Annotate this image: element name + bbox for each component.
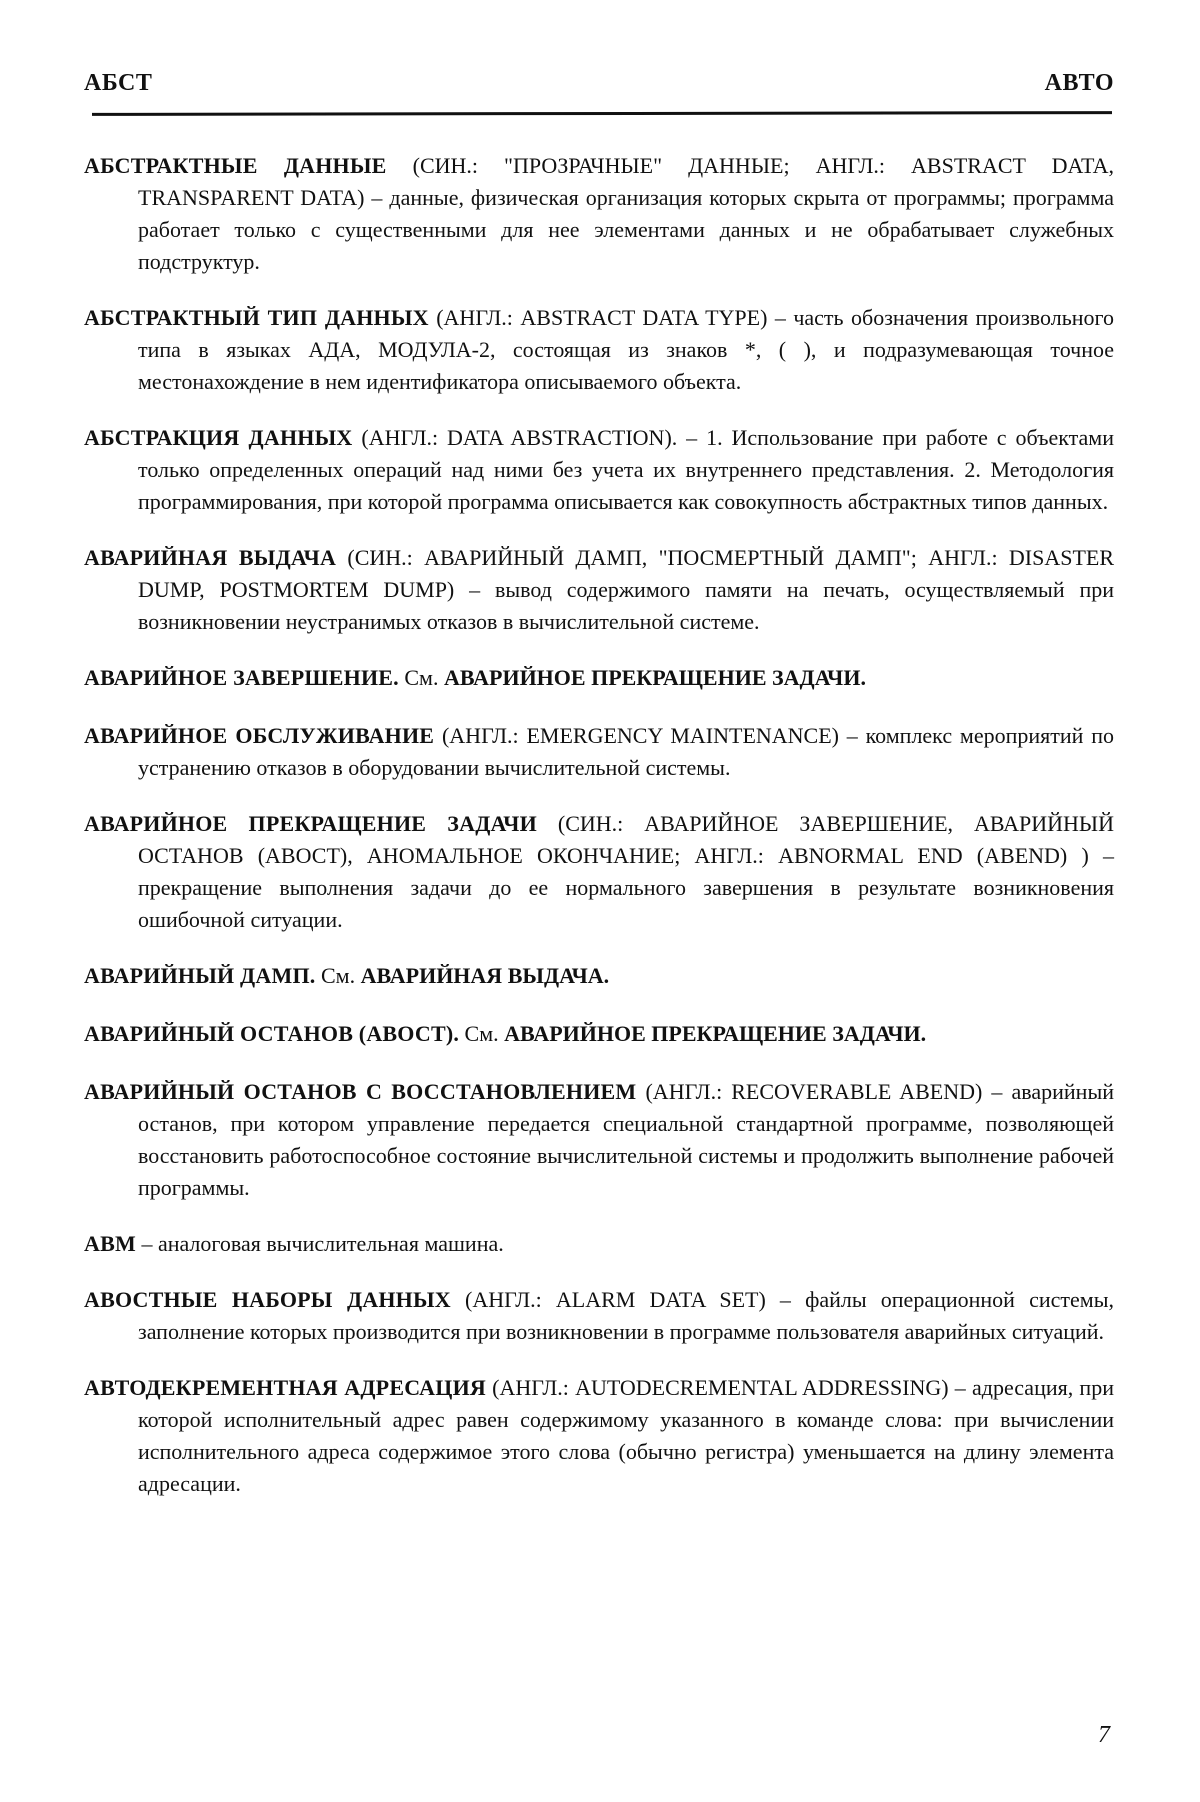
entry-term: АБСТРАКТНЫЙ ТИП ДАННЫХ bbox=[84, 305, 429, 330]
header-rule bbox=[92, 111, 1112, 116]
running-head-right: АВТО bbox=[1044, 70, 1114, 96]
page-number: 7 bbox=[1098, 1722, 1110, 1748]
dictionary-page bbox=[84, 0, 1114, 1802]
entry-body: (СИН.: "ПРОЗРАЧНЫЕ" ДАННЫЕ; АНГЛ.: ABSTRACT DATA, TRANSPARENT DATA) – данные, физическая организация которых скрыта от программы; программа работает только с существенными для нее элементами данных и не обрабатывает служебных подструктур. bbox=[138, 153, 1115, 274]
entry-term: АВАРИЙНЫЙ ОСТАНОВ (АВОСТ). bbox=[84, 1021, 460, 1046]
entry-term: АВАРИЙНОЕ ЗАВЕРШЕНИЕ. bbox=[84, 665, 399, 690]
entry-term: АВАРИЙНЫЙ ДАМП. bbox=[84, 963, 316, 988]
cross-reference: АВАРИЙНОЕ ПРЕКРАЩЕНИЕ ЗАДАЧИ. bbox=[443, 665, 866, 690]
dictionary-entry bbox=[84, 808, 1114, 936]
entry-body: (АНГЛ.: EMERGENCY MAINTENANCE) – комплекс мероприятий по устранению отказов в оборудовании вычислительной системы. bbox=[138, 723, 1114, 780]
entry-body: – аналоговая вычислительная машина. bbox=[135, 1231, 504, 1256]
running-head-left: АБСТ bbox=[84, 70, 153, 96]
entry-body: (АНГЛ.: AUTODECREMENTAL ADDRESSING) – адресация, при которой исполнительный адрес равен содержимому указанного в команде слова: при вычислении исполнительного адреса содержимое этого слова (обычно регистра) уменьшается на длину элемента адресации. bbox=[138, 1375, 1114, 1496]
dictionary-entry bbox=[84, 1076, 1114, 1204]
entry-body: (АНГЛ.: ALARM DATA SET) – файлы операционной системы, заполнение которых производится при возникновении в программе пользователя аварийных ситуаций. bbox=[138, 1287, 1114, 1344]
dictionary-entry bbox=[84, 302, 1114, 398]
entry-term: АВТОДЕКРЕМЕНТНАЯ АДРЕСАЦИЯ bbox=[84, 1375, 486, 1400]
entry-body: См. bbox=[459, 1021, 505, 1046]
dictionary-entry bbox=[84, 1284, 1114, 1348]
dictionary-entry bbox=[84, 1372, 1114, 1500]
entry-body: См. bbox=[398, 665, 444, 690]
entry-body: См. bbox=[315, 963, 361, 988]
entry-term: АВАРИЙНОЕ ПРЕКРАЩЕНИЕ ЗАДАЧИ bbox=[84, 811, 537, 836]
entry-list bbox=[84, 150, 1114, 1524]
entry-term: АВАРИЙНАЯ ВЫДАЧА bbox=[84, 545, 337, 570]
entry-term: АВОСТНЫЕ НАБОРЫ ДАННЫХ bbox=[84, 1287, 451, 1312]
entry-body: (СИН.: АВАРИЙНЫЙ ДАМП, "ПОСМЕРТНЫЙ ДАМП"; АНГЛ.: DISASTER DUMP, POSTMORTEM DUMP) – вывод содержимого памяти на печать, осуществляемый при возникновении неустранимых отказов в вычислительной системе. bbox=[138, 545, 1114, 634]
dictionary-entry bbox=[84, 1018, 1114, 1050]
entry-term: АВАРИЙНОЕ ОБСЛУЖИВАНИЕ bbox=[84, 723, 435, 748]
entry-body: (СИН.: АВАРИЙНОЕ ЗАВЕРШЕНИЕ, АВАРИЙНЫЙ ОСТАНОВ (АВОСТ), АНОМАЛЬНОЕ ОКОНЧАНИЕ; АНГЛ.: ABNORMAL END (ABEND) ) – прекращение выполнения задачи до ее нормального завершения в результате возникновения ошибочной ситуации. bbox=[138, 811, 1114, 932]
dictionary-entry bbox=[84, 960, 1114, 992]
cross-reference: АВАРИЙНОЕ ПРЕКРАЩЕНИЕ ЗАДАЧИ. bbox=[504, 1021, 927, 1046]
entry-term: АБСТРАКТНЫЕ ДАННЫЕ bbox=[84, 153, 387, 178]
entry-term: АБСТРАКЦИЯ ДАННЫХ bbox=[84, 425, 353, 450]
dictionary-entry bbox=[84, 720, 1114, 784]
dictionary-entry bbox=[84, 542, 1114, 638]
entry-body: (АНГЛ.: ABSTRACT DATA TYPE) – часть обозначения произвольного типа в языках АДА, МОДУЛА-2, состоящая из знаков *, ( ), и подразумевающая точное местонахождение в нем идентификатора описываемого объекта. bbox=[138, 305, 1114, 394]
dictionary-entry bbox=[84, 662, 1114, 694]
entry-term: АВАРИЙНЫЙ ОСТАНОВ С ВОССТАНОВЛЕНИЕМ bbox=[84, 1079, 637, 1104]
entry-term: АВМ bbox=[84, 1231, 136, 1256]
running-head bbox=[84, 70, 1114, 97]
dictionary-entry bbox=[84, 422, 1114, 518]
dictionary-entry bbox=[84, 150, 1114, 278]
entry-body: (АНГЛ.: RECOVERABLE ABEND) – аварийный останов, при котором управление передается специальной стандартной программе, позволяющей восстановить работоспособное состояние вычислительной системы и продолжить выполнение рабочей программы. bbox=[138, 1079, 1114, 1200]
dictionary-entry bbox=[84, 1228, 1114, 1260]
entry-body: (АНГЛ.: DATA ABSTRACTION). – 1. Использование при работе с объектами только определенных операций над ними без учета их внутреннего представления. 2. Методология программирования, при которой программа описывается как совокупность абстрактных типов данных. bbox=[138, 425, 1114, 514]
cross-reference: АВАРИЙНАЯ ВЫДАЧА. bbox=[360, 963, 610, 988]
